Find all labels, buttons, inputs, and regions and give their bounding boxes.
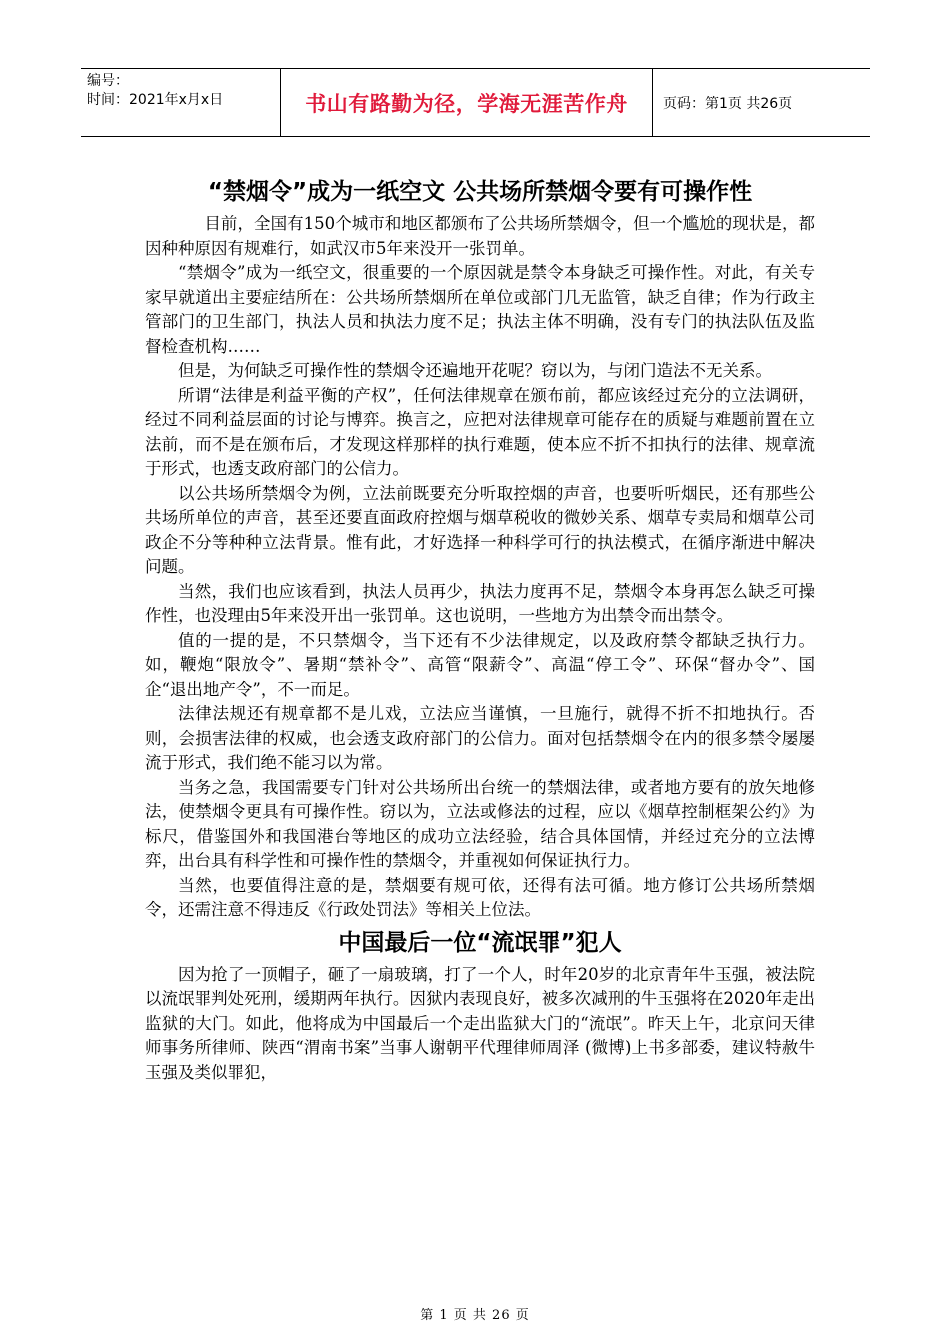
paragraph: 值的一提的是，不只禁烟令，当下还有不少法律规定，以及政府禁令都缺乏执行力。如，鞭炮“限放令”、暑期“禁补令”、高管“限薪令”、高温“停工令”、环保“督办令”、国企“退出地产令”，不一而足。 bbox=[145, 630, 815, 699]
paragraph: 目前，全国有150个城市和地区都颁布了公共场所禁烟令，但一个尴尬的现状是，都因种种原因有规难行，如武汉市5年来没开一张罚单。 bbox=[145, 214, 815, 258]
page-footer: 第 1 页 共 26 页 bbox=[420, 1308, 530, 1323]
number-label: 编号： bbox=[87, 73, 129, 89]
paragraph: 以公共场所禁烟令为例，立法前既要充分听取控烟的声音，也要听听烟民，还有那些公共场所单位的声音，甚至还要直面政府控烟与烟草税收的微妙关系、烟草专卖局和烟草公司政企不分等种种立法背景。惟有此，才好选择一种科学可行的执法模式，在循序渐进中解决问题。 bbox=[145, 483, 815, 576]
article-title-smoking-ban: “禁烟令”成为一纸空文 公共场所禁烟令要有可操作性 bbox=[207, 179, 753, 205]
paragraph: 所谓“法律是利益平衡的产权”，任何法律规章在颁布前，都应该经过充分的立法调研，经过不同利益层面的讨论与博弈。换言之，应把对法律规章可能存在的质疑与难题前置在立法前，而不是在颁布后，才发现这样那样的执行难题，使本应不折不扣执行的法律、规章流于形式，也透支政府部门的公信力。 bbox=[145, 385, 815, 478]
document-body bbox=[145, 172, 815, 1085]
article-body-smoking-ban bbox=[145, 212, 815, 923]
paragraph: 当然，也要值得注意的是，禁烟要有规可依，还得有法可循。地方修订公共场所禁烟令，还需注意不得违反《行政处罚法》等相关上位法。 bbox=[145, 875, 815, 919]
header-meta bbox=[81, 69, 281, 136]
article-title-hooliganism: 中国最后一位“流氓罪”犯人 bbox=[338, 929, 622, 956]
paragraph: 当然，我们也应该看到，执法人员再少，执法力度再不足，禁烟令本身再怎么缺乏可操作性，也没理由5年来没开出一张罚单。这也说明，一些地方为出禁令而出禁令。 bbox=[145, 581, 815, 625]
header-table bbox=[81, 68, 870, 137]
paragraph: 当务之急，我国需要专门针对公共场所出台统一的禁烟法律，或者地方要有的放矢地修法，使禁烟令更具有可操作性。窃以为，立法或修法的过程，应以《烟草控制框架公约》为标尺，借鉴国外和我国港台等地区的成功立法经验，结合具体国情，并经过充分的立法博弈，出台具有科学性和可操作性的禁烟令，并重视如何保证执行力。 bbox=[145, 777, 815, 870]
page-info: 页码：第1页 共26页 bbox=[663, 95, 793, 112]
paragraph: “禁烟令”成为一纸空文，很重要的一个原因就是禁令本身缺乏可操作性。对此，有关专家早就道出主要症结所在：公共场所禁烟所在单位或部门几无监管，缺乏自律；作为行政主管部门的卫生部门，执法人员和执法力度不足；执法主体不明确，没有专门的执法队伍及监督检查机构…… bbox=[145, 263, 815, 356]
paragraph: 但是，为何缺乏可操作性的禁烟令还遍地开花呢？窃以为，与闭门造法不无关系。 bbox=[178, 361, 772, 380]
article-body-hooliganism bbox=[145, 963, 815, 1086]
motto: 书山有路勤为径，学海无涯苦作舟 bbox=[281, 69, 653, 136]
paragraph: 法律法规还有规章都不是儿戏，立法应当谨慎，一旦施行，就得不折不扣地执行。否则，会损害法律的权威，也会透支政府部门的公信力。面对包括禁烟令在内的很多禁令屡屡流于形式，我们绝不能习以为常。 bbox=[145, 704, 815, 772]
paragraph: 因为抢了一顶帽子，砸了一扇玻璃，打了一个人，时年20岁的北京青年牛玉强，被法院以流氓罪判处死刑，缓期两年执行。因狱内表现良好，被多次减刑的牛玉强将在2020年走出监狱的大门。如此，他将成为中国最后一个走出监狱大门的“流氓”。昨天上午，北京问天律师事务所律师、陕西“渭南书案”当事人谢朝平代理律师周泽 (微博)上书多部委，建议特赦牛玉强及类似罪犯， bbox=[145, 964, 815, 1082]
time-label: 时间：2021年x月x日 bbox=[87, 92, 224, 108]
